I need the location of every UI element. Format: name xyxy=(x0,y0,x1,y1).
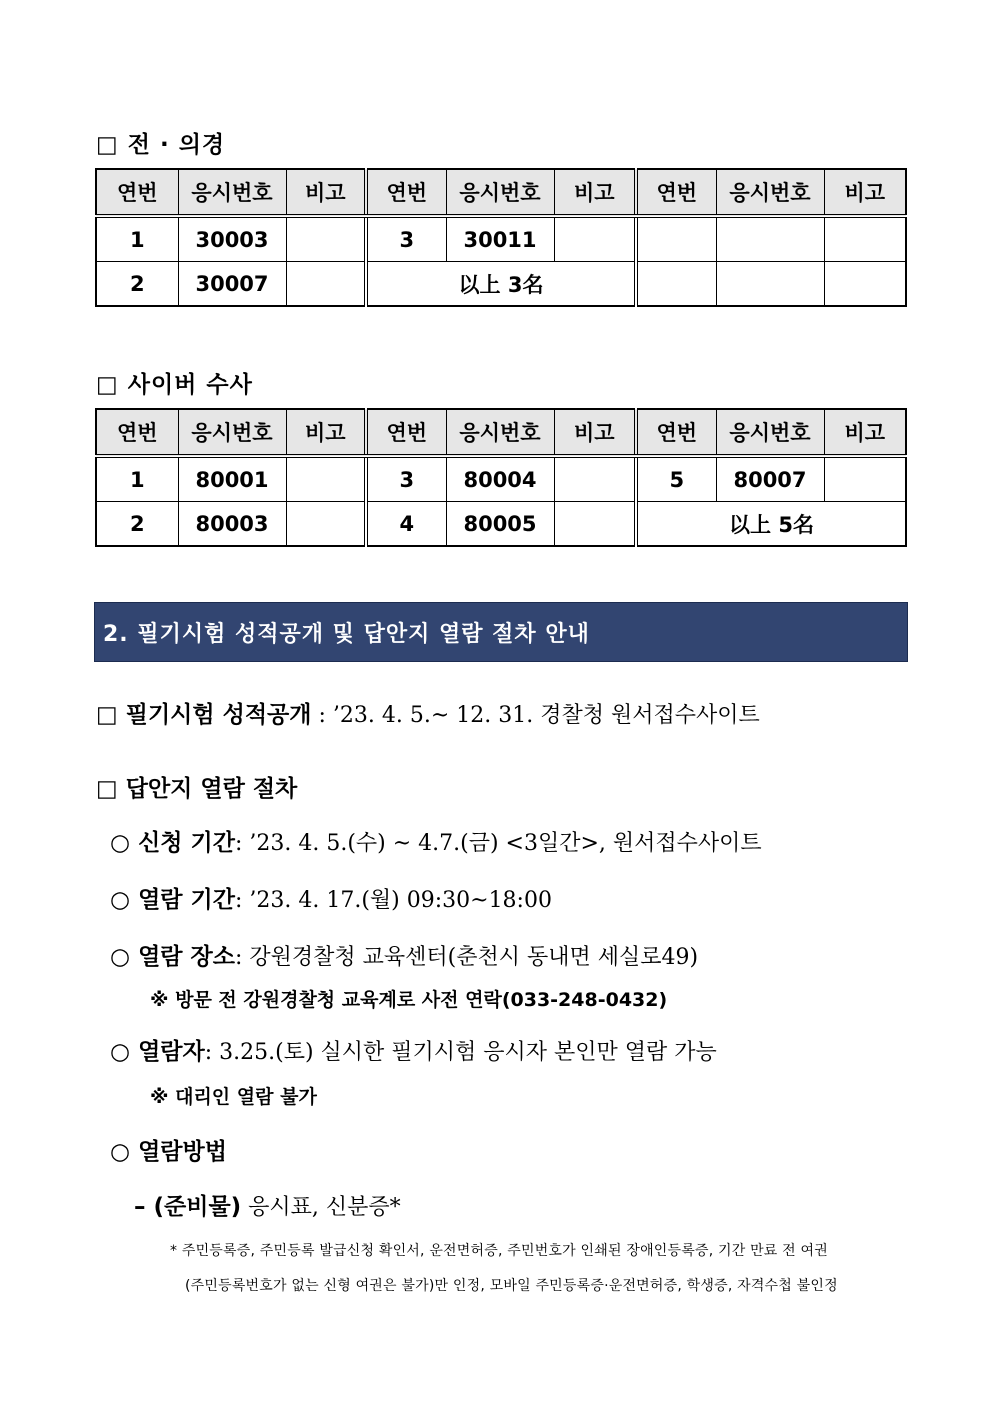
table-cell xyxy=(636,216,716,262)
view-method-label: ○ 열람방법 xyxy=(110,1139,227,1165)
table-cell xyxy=(824,456,906,502)
table-cell xyxy=(636,262,716,307)
table-cell: 3 xyxy=(366,456,446,502)
apply-period-text: : ’23. 4. 5.(수) ~ 4.7.(금) <3일간>, 원서접수사이트 xyxy=(234,831,762,856)
table-cell: 2 xyxy=(96,502,178,547)
total-count-cell: 以上 5名 xyxy=(636,502,906,547)
table-cell: 3 xyxy=(366,216,446,262)
score-disclosure-line xyxy=(96,696,760,729)
header-cell: 응시번호 xyxy=(178,409,286,456)
table-row xyxy=(96,216,906,262)
view-place-text: : 강원경찰청 교육센터(춘천시 동내면 세실로49) xyxy=(234,945,699,970)
roster-table-cyber xyxy=(95,408,907,547)
section-title-police: □ 전 · 의경 xyxy=(96,132,226,158)
table-cell xyxy=(716,262,824,307)
header-cell: 비고 xyxy=(286,169,366,216)
header-cell: 응시번호 xyxy=(716,409,824,456)
table-row xyxy=(96,262,906,307)
header-cell: 비고 xyxy=(554,409,636,456)
table-cell: 80005 xyxy=(446,502,554,547)
table-cell xyxy=(554,216,636,262)
roster-table-police xyxy=(95,168,907,307)
view-period-text: : ’23. 4. 17.(월) 09:30~18:00 xyxy=(234,888,552,913)
table-cell: 30007 xyxy=(178,262,286,307)
table-cell: 1 xyxy=(96,216,178,262)
viewer-label: ○ 열람자 xyxy=(110,1039,205,1065)
id-footnote-line1: * 주민등록증, 주민등록 발급신청 확인서, 운전면허증, 주민번호가 인쇄된 장애인등록증, 기간 만료 전 여권 xyxy=(170,1243,829,1259)
header-cell: 연번 xyxy=(636,169,716,216)
table-cell: 80003 xyxy=(178,502,286,547)
view-period-label: ○ 열람 기간 xyxy=(110,887,235,913)
header-cell: 응시번호 xyxy=(446,409,554,456)
header-cell: 비고 xyxy=(824,409,906,456)
score-text: : ’23. 4. 5.~ 12. 31. 경찰청 원서접수사이트 xyxy=(311,703,760,728)
table-cell: 80007 xyxy=(716,456,824,502)
header-cell: 응시번호 xyxy=(178,169,286,216)
place-note: ※ 방문 전 강원경찰청 교육계로 사전 연락(033-248-0432) xyxy=(150,989,668,1011)
table-cell: 5 xyxy=(636,456,716,502)
id-footnote-line2: (주민등록번호가 없는 신형 여권은 불가)만 인정, 모바일 주민등록증·운전면허증, 학생증, 자격수첩 불인정 xyxy=(185,1278,838,1294)
header-cell: 비고 xyxy=(286,409,366,456)
viewer-text: : 3.25.(토) 실시한 필기시험 응시자 본인만 열람 가능 xyxy=(204,1040,717,1065)
header-cell: 연번 xyxy=(96,409,178,456)
header-cell: 응시번호 xyxy=(446,169,554,216)
view-place-line xyxy=(110,938,698,971)
header-cell: 연번 xyxy=(96,169,178,216)
table-row xyxy=(96,502,906,547)
table-cell xyxy=(824,262,906,307)
section-title-cyber: □ 사이버 수사 xyxy=(96,372,253,398)
table-cell: 2 xyxy=(96,262,178,307)
apply-period-line xyxy=(110,824,762,857)
table-cell xyxy=(824,216,906,262)
section-banner xyxy=(94,602,908,662)
table-cell: 4 xyxy=(366,502,446,547)
table-cell xyxy=(286,262,366,307)
table-cell xyxy=(286,502,366,547)
score-label: □ 필기시험 성적공개 xyxy=(96,702,312,728)
header-cell: 비고 xyxy=(554,169,636,216)
table-cell: 80004 xyxy=(446,456,554,502)
table-cell: 30011 xyxy=(446,216,554,262)
header-cell: 비고 xyxy=(824,169,906,216)
preparation-label: – (준비물) xyxy=(134,1194,242,1220)
header-cell: 연번 xyxy=(366,169,446,216)
table-row xyxy=(96,456,906,502)
table-cell xyxy=(286,456,366,502)
table-cell xyxy=(554,456,636,502)
apply-period-label: ○ 신청 기간 xyxy=(110,830,235,856)
table-cell xyxy=(286,216,366,262)
table-cell: 30003 xyxy=(178,216,286,262)
table-header-row xyxy=(96,169,906,216)
proxy-note: ※ 대리인 열람 불가 xyxy=(150,1086,317,1108)
view-period-line xyxy=(110,881,552,914)
banner-title: 2. 필기시험 성적공개 및 답안지 열람 절차 안내 xyxy=(103,622,590,647)
table-cell xyxy=(716,216,824,262)
table-header-row xyxy=(96,409,906,456)
view-place-label: ○ 열람 장소 xyxy=(110,944,235,970)
viewer-line xyxy=(110,1033,717,1066)
preparation-line xyxy=(134,1188,401,1221)
header-cell: 응시번호 xyxy=(716,169,824,216)
procedure-title: □ 답안지 열람 절차 xyxy=(96,776,298,802)
table-cell: 1 xyxy=(96,456,178,502)
preparation-text: 응시표, 신분증* xyxy=(241,1195,401,1220)
table-cell xyxy=(554,502,636,547)
header-cell: 연번 xyxy=(366,409,446,456)
total-count-cell: 以上 3名 xyxy=(366,262,636,307)
header-cell: 연번 xyxy=(636,409,716,456)
table-cell: 80001 xyxy=(178,456,286,502)
